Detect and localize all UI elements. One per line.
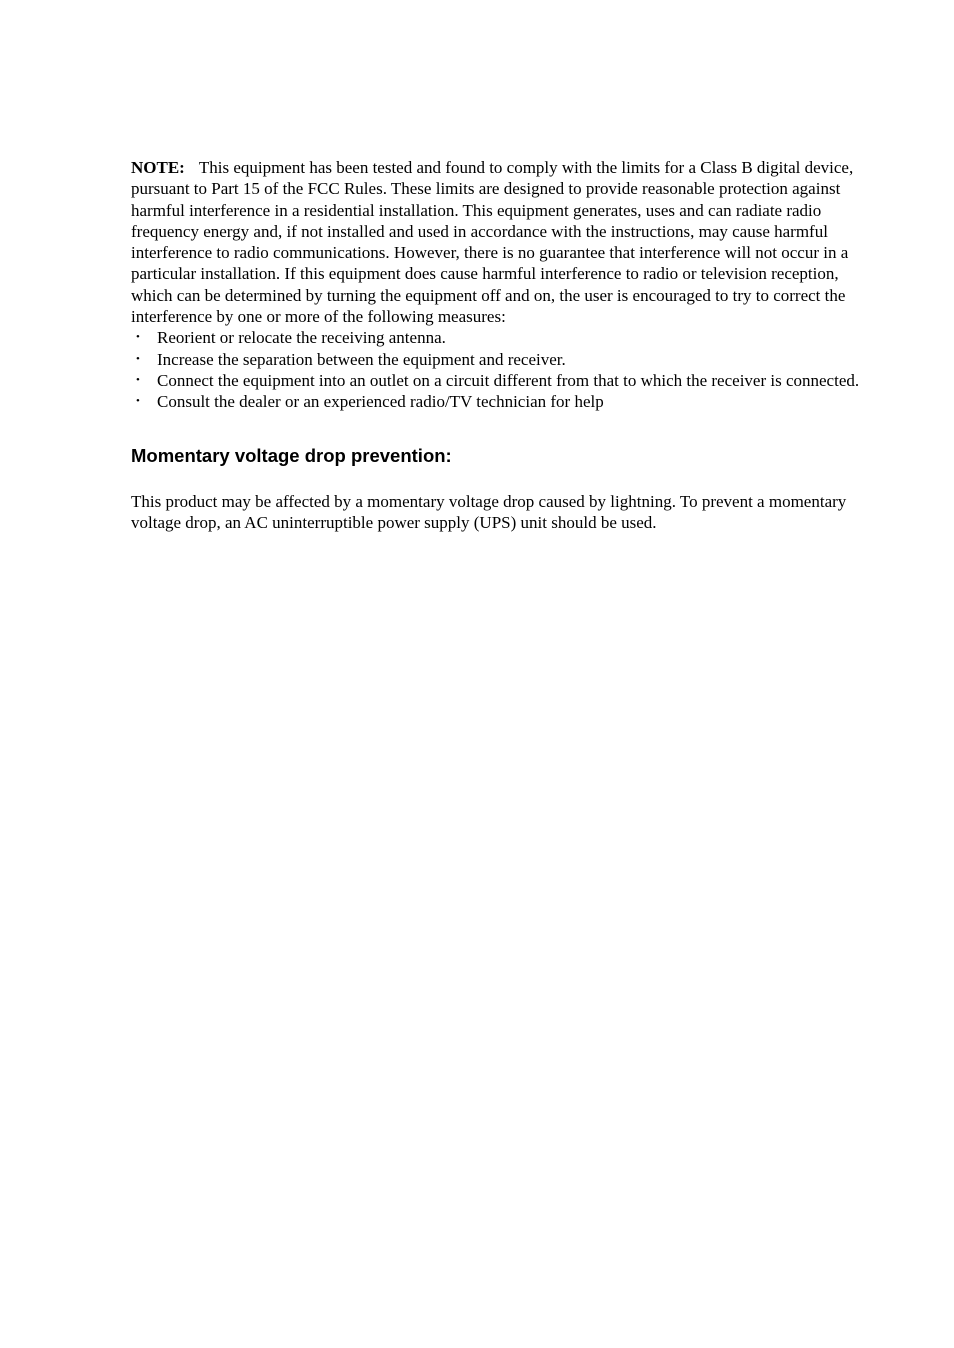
fcc-note-paragraph (131, 157, 875, 327)
document-page (131, 157, 875, 533)
bullet-icon: • (136, 373, 140, 386)
list-item (131, 370, 875, 391)
measures-list (131, 327, 875, 412)
measure-text: Increase the separation between the equipment and receiver. (157, 349, 566, 369)
list-item (131, 391, 875, 412)
bullet-icon: • (136, 395, 140, 408)
list-item (131, 327, 875, 348)
list-item (131, 349, 875, 370)
measure-text: Connect the equipment into an outlet on a circuit different from that to which the receiver is connected. (157, 370, 860, 390)
note-label: NOTE: (131, 158, 185, 177)
measure-text: Reorient or relocate the receiving antenna. (157, 328, 446, 348)
bullet-icon: • (136, 352, 140, 365)
bullet-icon: • (136, 331, 140, 344)
voltage-drop-paragraph: This product may be affected by a momentary voltage drop caused by lightning. To prevent a momentary voltage drop, an AC uninterruptible power supply (UPS) unit should be used. (131, 491, 847, 532)
voltage-drop-heading: Momentary voltage drop prevention: (131, 444, 452, 466)
measure-text: Consult the dealer or an experienced radio/TV technician for help (157, 392, 604, 412)
note-text: This equipment has been tested and found to comply with the limits for a Class B digital device, pursuant to Part 15 of the FCC Rules. These limits are designed to provide reasonable protection against harmful interference in a residential installation. This equipment generates, uses and can radiate radio frequency energy and, if not installed and used in accordance with the instructions, may cause harmful interference to radio communications. However, there is no guarantee that interference will not occur in a particular installation. If this equipment does cause harmful interference to radio or television reception, which can be determined by turning the equipment off and on, the user is encouraged to try to correct the interference by one or more of the following measures: (131, 158, 854, 327)
